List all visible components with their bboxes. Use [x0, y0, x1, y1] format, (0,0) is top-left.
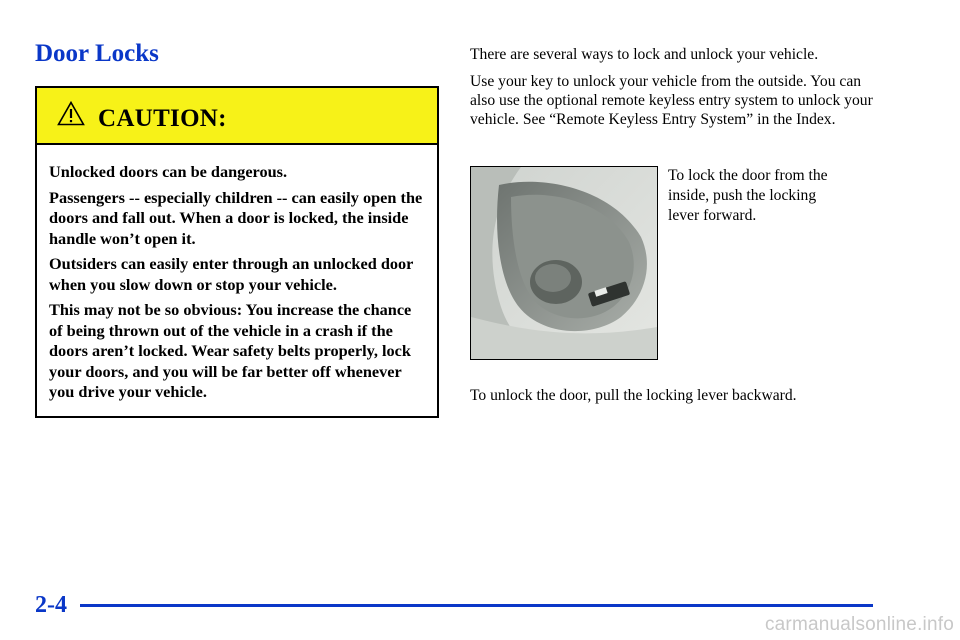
caution-box: [35, 86, 439, 418]
caution-paragraph: Outsiders can easily enter through an unlocked door when you slow down or stop your vehicle.: [49, 254, 414, 294]
caution-paragraph: Unlocked doors can be dangerous.: [49, 162, 288, 181]
page-title: Door Locks: [35, 40, 159, 67]
door-handle-illustration: [471, 167, 657, 359]
body-text: [470, 45, 880, 137]
footer-rule: [80, 604, 873, 607]
door-lock-lever-photo: [470, 166, 658, 360]
watermark: carmanualsonline.info: [764, 614, 954, 635]
caution-body: [37, 145, 437, 403]
caution-heading: CAUTION:: [98, 105, 227, 132]
photo-caption: To lock the door from the inside, push the locking lever forward.: [668, 167, 828, 224]
caution-paragraph: Passengers -- especially children -- can easily open the doors and fall out. When a door is locked, the inside handle won’t open it.: [49, 187, 423, 248]
key-unlock-paragraph: Use your key to unlock your vehicle from the outside. You can also use the optional remote keyless entry system to unlock your vehicle. See “Remote Keyless Entry System” in the Index.: [470, 73, 873, 128]
warning-triangle-icon: [57, 101, 85, 126]
unlock-instruction: To unlock the door, pull the locking lever backward.: [470, 387, 797, 404]
intro-paragraph: There are several ways to lock and unlock your vehicle.: [470, 46, 819, 63]
caution-header: [37, 88, 437, 145]
caution-paragraph: This may not be so obvious: You increase the chance of being thrown out of the vehicle in a crash if the doors aren’t locked. Wear safety belts properly, lock your doors, and you will be far better off whenever you drive your vehicle.: [49, 300, 412, 401]
page-number: 2-4: [35, 592, 67, 618]
